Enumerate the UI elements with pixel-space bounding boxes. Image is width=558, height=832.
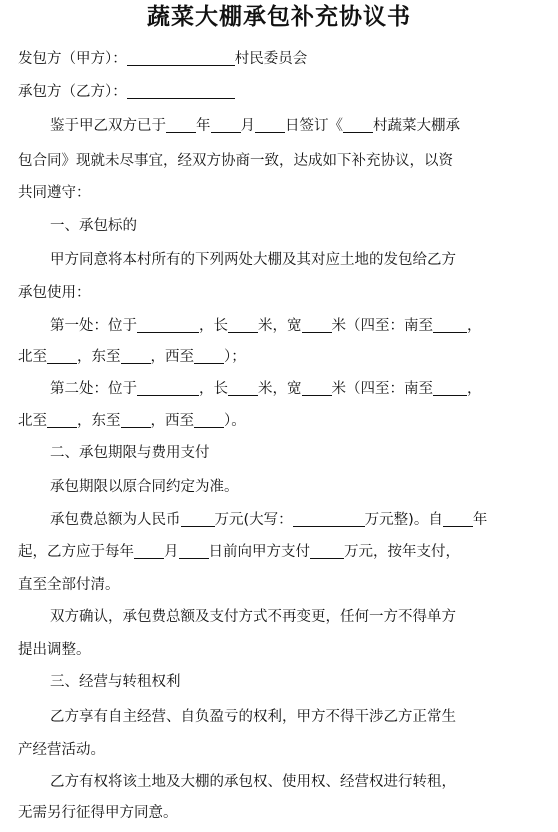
- text-segment: ，: [467, 381, 482, 397]
- operation-text: 乙方享有自主经营、自负盈亏的权利，甲方不得干涉乙方正常生: [50, 709, 456, 725]
- text-segment: ，东至: [77, 349, 121, 365]
- plot1-west-blank[interactable]: [194, 348, 224, 364]
- text-segment: 米，宽: [258, 318, 302, 334]
- start-year-blank[interactable]: [443, 511, 473, 527]
- party-a-line: [18, 49, 548, 69]
- text-segment: 月: [164, 544, 179, 560]
- sublease-text: 乙方有权将该土地及大棚的承包权、使用权、经营权进行转租，: [50, 774, 456, 790]
- pay-amount-blank[interactable]: [310, 543, 344, 559]
- text-segment: 日签订《: [285, 118, 343, 134]
- plot2-east-blank[interactable]: [121, 412, 151, 428]
- payment-line: [18, 542, 548, 562]
- first-plot-line-2: [18, 347, 548, 367]
- second-plot-line-2: [18, 411, 548, 431]
- pay-day-blank[interactable]: [179, 543, 209, 559]
- fee-line: [50, 510, 548, 530]
- preamble-line: [50, 116, 548, 136]
- text-segment: ，西至: [150, 413, 194, 429]
- text-segment: 鉴于甲乙双方已于: [50, 118, 166, 134]
- section-3-heading: 三、经营与转租权利: [50, 674, 181, 690]
- party-b-blank[interactable]: [127, 83, 235, 99]
- plot1-width-blank[interactable]: [302, 317, 332, 333]
- text-segment: 月: [240, 118, 255, 134]
- text-segment: ）；: [224, 349, 246, 365]
- party-a-label: 发包方（甲方）：: [18, 51, 127, 67]
- text-segment: 北至: [18, 349, 47, 365]
- second-plot-line: [50, 379, 548, 399]
- text-segment: 日前向甲方支付: [208, 544, 310, 560]
- year-blank[interactable]: [166, 117, 196, 133]
- text-segment: ，西至: [150, 349, 194, 365]
- section-1-text: 甲方同意将本村所有的下列两处大棚及其对应土地的发包给乙方: [50, 252, 456, 268]
- text-segment: 万元(大写：: [214, 512, 293, 528]
- text-segment: 承包费总额为人民币: [50, 512, 181, 528]
- text-segment: ）。: [224, 413, 246, 429]
- plot1-south-blank[interactable]: [433, 317, 467, 333]
- text-segment: 起，乙方应于每年: [18, 544, 134, 560]
- text-segment: 米（四至：南至: [331, 318, 433, 334]
- party-a-suffix: 村民委员会: [234, 51, 308, 67]
- text-segment: ，: [467, 318, 482, 334]
- party-b-line: [18, 82, 548, 102]
- text-segment: 北至: [18, 413, 47, 429]
- text-segment: 米（四至：南至: [331, 381, 433, 397]
- text-segment: 米，宽: [258, 381, 302, 397]
- day-blank[interactable]: [255, 117, 285, 133]
- party-b-label: 承包方（乙方）：: [18, 84, 127, 100]
- preamble-line-3: 共同遵守：: [18, 185, 91, 201]
- month-blank[interactable]: [211, 117, 241, 133]
- text-segment: 年: [472, 512, 488, 528]
- plot2-width-blank[interactable]: [302, 380, 332, 396]
- plot1-north-blank[interactable]: [47, 348, 77, 364]
- village-blank[interactable]: [343, 117, 373, 133]
- plot2-south-blank[interactable]: [433, 380, 467, 396]
- pay-month-blank[interactable]: [134, 543, 164, 559]
- term-text: 承包期限以原合同约定为准。: [50, 479, 239, 495]
- text-segment: ，东至: [77, 413, 121, 429]
- section-1-text-2: 承包使用：: [18, 285, 91, 301]
- first-plot-line: [50, 316, 548, 336]
- fee-amount-blank[interactable]: [181, 511, 215, 527]
- payment-line-2: 直至全部付清。: [18, 577, 120, 593]
- plot2-location-blank[interactable]: [137, 380, 199, 396]
- confirm-text: 双方确认，承包费总额及支付方式不再变更，任何一方不得单方: [50, 609, 456, 625]
- section-2-heading: 二、承包期限与费用支付: [50, 445, 210, 461]
- plot1-length-blank[interactable]: [228, 317, 258, 333]
- preamble-line-2: 包合同》现就未尽事宜，经双方协商一致，达成如下补充协议，以资: [18, 153, 453, 169]
- fee-capital-blank[interactable]: [293, 511, 365, 527]
- party-a-blank[interactable]: [127, 50, 235, 66]
- text-segment: 万元，按年支付，: [344, 544, 460, 560]
- operation-text-2: 产经营活动。: [18, 742, 105, 758]
- document-title: 蔬菜大棚承包补充协议书: [147, 4, 411, 30]
- plot1-location-blank[interactable]: [137, 317, 199, 333]
- plot1-east-blank[interactable]: [121, 348, 151, 364]
- plot2-length-blank[interactable]: [228, 380, 258, 396]
- text-segment: 第一处：位于: [50, 318, 137, 334]
- plot2-north-blank[interactable]: [47, 412, 77, 428]
- text-segment: 第二处：位于: [50, 381, 137, 397]
- plot2-west-blank[interactable]: [194, 412, 224, 428]
- text-segment: 万元整)。自: [364, 512, 443, 528]
- section-1-heading: 一、承包标的: [50, 218, 137, 234]
- text-segment: 年: [196, 118, 211, 134]
- text-segment: 村蔬菜大棚承: [373, 118, 460, 134]
- sublease-text-2: 无需另行征得甲方同意。: [18, 805, 178, 821]
- confirm-text-2: 提出调整。: [18, 642, 91, 658]
- text-segment: ，长: [199, 381, 228, 397]
- text-segment: ，长: [199, 318, 228, 334]
